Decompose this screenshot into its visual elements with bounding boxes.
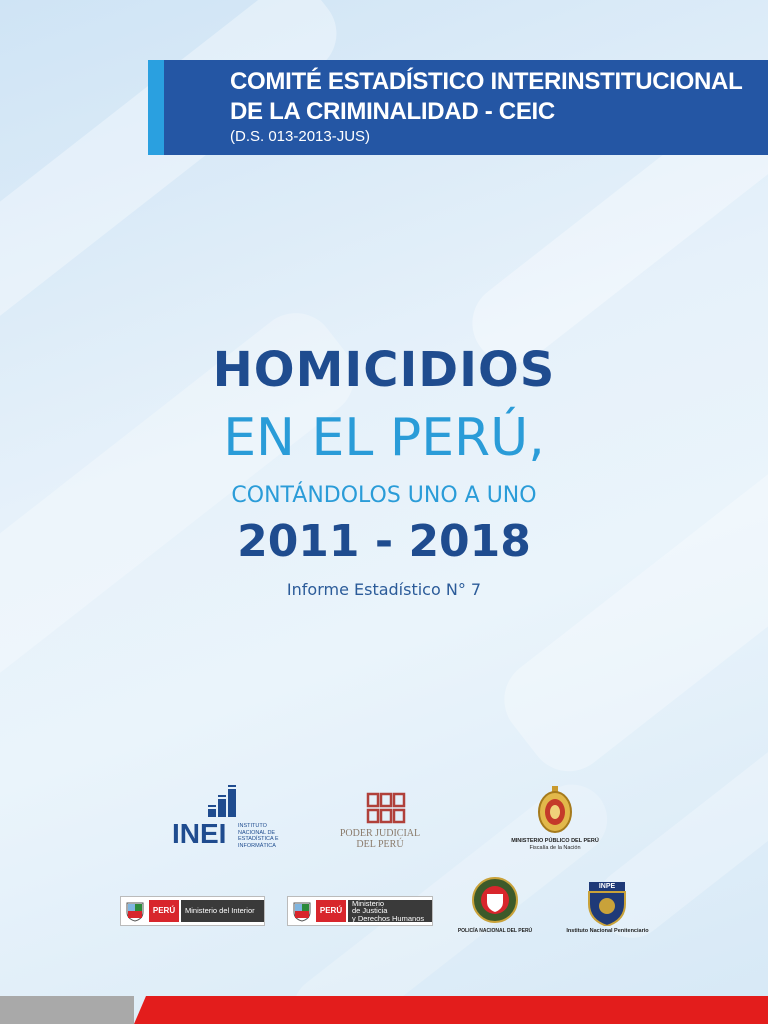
committee-name-line1: COMITÉ ESTADÍSTICO INTERINSTITUCIONAL <box>230 68 743 95</box>
pnp-logo <box>450 876 540 938</box>
ministerio-interior-name: Ministerio del Interior <box>181 900 264 922</box>
ministerio-justicia-logo <box>287 896 433 926</box>
inei-fullname: INSTITUTO NACIONAL DE ESTADÍSTICA E INFORMÁTICA <box>238 823 279 849</box>
report-number: Informe Estadístico N° 7 <box>286 580 482 599</box>
report-tagline: CONTÁNDOLOS UNO A UNO <box>231 483 537 508</box>
inei-logo <box>172 785 302 855</box>
ministerio-justicia-name: Ministerio de Justicia y Derechos Humanos <box>348 900 432 922</box>
peru-coat-of-arms-icon <box>291 900 313 922</box>
inei-bars-icon <box>206 785 246 819</box>
report-subtitle: EN EL PERÚ, <box>223 408 545 468</box>
ministerio-publico-medal-icon <box>537 786 573 838</box>
poder-judicial-logo <box>330 790 430 852</box>
peru-label: PERÚ <box>316 900 346 922</box>
ministerio-publico-logo <box>505 786 605 856</box>
poder-judicial-name: PODER JUDICIAL DEL PERÚ <box>339 828 421 850</box>
report-title: HOMICIDIOS <box>212 342 556 398</box>
committee-banner <box>148 60 768 155</box>
footer-grey-bar <box>0 996 134 1024</box>
report-years: 2011 - 2018 <box>237 516 531 567</box>
ministerio-interior-logo <box>120 896 265 926</box>
decree-reference: (D.S. 013-2013-JUS) <box>230 128 371 145</box>
inpe-logo <box>560 882 655 938</box>
inpe-name: Instituto Nacional Penitenciario <box>566 928 649 934</box>
inei-wordmark: INEI <box>172 818 227 849</box>
ministerio-publico-name: MINISTERIO PÚBLICO DEL PERÚ Fiscalía de la Nación <box>511 838 599 851</box>
peru-label: PERÚ <box>149 900 179 922</box>
banner-accent-bar <box>148 60 164 155</box>
committee-name-line2: DE LA CRIMINALIDAD - CEIC <box>230 98 555 125</box>
background-stripe <box>0 0 353 361</box>
pnp-name: POLICÍA NACIONAL DEL PERÚ <box>457 928 533 934</box>
poder-judicial-emblem-icon <box>366 792 406 826</box>
inpe-badge: INPE <box>598 883 616 890</box>
footer-red-bar <box>134 996 768 1024</box>
pnp-emblem-icon <box>471 876 519 926</box>
peru-coat-of-arms-icon <box>124 900 146 922</box>
